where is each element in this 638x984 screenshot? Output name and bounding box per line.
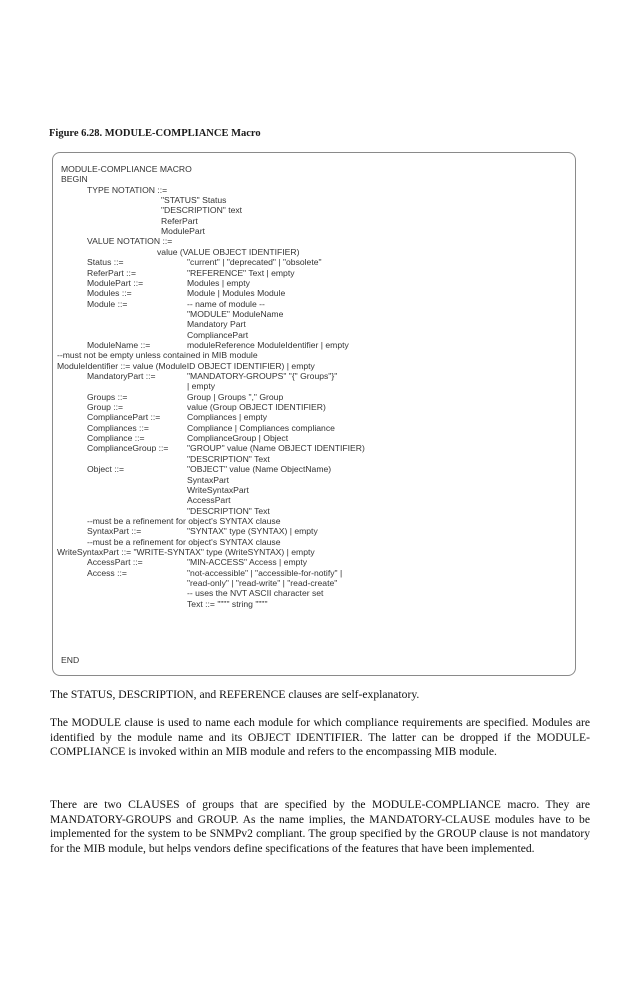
macro-line-label: MandatoryPart ::= xyxy=(87,371,156,381)
macro-line-definition: "SYNTAX" type (SYNTAX) | empty xyxy=(187,526,318,537)
macro-line-label: AccessPart ::= xyxy=(87,557,143,568)
macro-line-definition: "REFERENCE" Text | empty xyxy=(187,267,295,278)
macro-line-label: Modules ::= xyxy=(87,288,132,299)
macro-line-label: --must not be empty unless contained in MIB module xyxy=(57,350,258,361)
macro-line-definition: ReferPart xyxy=(161,215,198,226)
macro-line-label: --must be a refinement for object's SYNTAX clause xyxy=(87,536,281,547)
macro-line-label: END xyxy=(61,655,80,665)
macro-line-label: Compliance ::= xyxy=(87,433,145,444)
macro-line-definition: -- name of module -- xyxy=(187,298,265,309)
macro-line-definition: "MIN-ACCESS" Access | empty xyxy=(187,557,308,568)
paragraph-1: The STATUS, DESCRIPTION, and REFERENCE clauses are self-explanatory. xyxy=(50,688,420,701)
macro-line-definition: AccessPart xyxy=(187,495,231,506)
macro-line-definition: "OBJECT" value (Name ObjectName) xyxy=(187,464,332,475)
macro-line-definition: "MODULE" ModuleName xyxy=(187,308,284,319)
macro-line-definition: -- uses the NVT ASCII character set xyxy=(187,588,324,599)
macro-line-definition: "DESCRIPTION" Text xyxy=(187,505,270,516)
macro-line-definition: ModulePart xyxy=(161,226,205,237)
macro-line-label: MODULE-COMPLIANCE MACRO xyxy=(61,164,192,174)
macro-line-label: --must be a refinement for object's SYNTAX clause xyxy=(87,515,281,526)
macro-line-definition: Module | Modules Module xyxy=(187,288,286,299)
macro-line-definition: Compliance | Compliances compliance xyxy=(187,422,335,433)
macro-line-label: Access ::= xyxy=(87,567,127,578)
macro-line-label: TYPE NOTATION ::= xyxy=(87,184,168,195)
macro-line-label: Group ::= xyxy=(87,402,124,413)
macro-line-definition: ComplianceGroup | Object xyxy=(187,433,289,444)
macro-line-definition: SyntaxPart xyxy=(187,474,230,485)
macro-line-label: SyntaxPart ::= xyxy=(87,526,142,537)
macro-line-definition: "read-only" | "read-write" | "read-create" xyxy=(187,578,338,588)
figure-caption: Figure 6.28. MODULE-COMPLIANCE Macro xyxy=(49,128,261,139)
macro-line-label: ModuleIdentifier ::= value (ModuleID OBJECT IDENTIFIER) | empty xyxy=(57,360,315,371)
macro-line-definition: WriteSyntaxPart xyxy=(187,484,249,495)
macro-line-definition: Mandatory Part xyxy=(187,319,246,330)
macro-line-label: BEGIN xyxy=(61,174,88,185)
macro-line-definition: "DESCRIPTION" Text xyxy=(187,453,270,464)
macro-line-definition: "current" | "deprecated" | "obsolete" xyxy=(187,257,322,268)
macro-line-definition: Compliances | empty xyxy=(187,412,268,423)
macro-line-label: Module ::= xyxy=(87,298,128,309)
macro-line-definition: "MANDATORY-GROUPS" "{" Groups"}" xyxy=(187,371,338,381)
macro-line-definition: value (VALUE OBJECT IDENTIFIER) xyxy=(157,246,300,257)
macro-line-label: ModuleName ::= xyxy=(87,339,151,350)
macro-line-label: Compliances ::= xyxy=(87,422,149,433)
macro-line-definition: "not-accessible" | "accessible-for-notify" | xyxy=(187,567,343,578)
macro-line-label: ReferPart ::= xyxy=(87,267,136,278)
macro-line-label: VALUE NOTATION ::= xyxy=(87,236,173,247)
macro-line-label: ModulePart ::= xyxy=(87,277,144,288)
macro-line-definition: Group | Groups "," Group xyxy=(187,391,284,402)
macro-line-definition: "DESCRIPTION" text xyxy=(161,205,243,216)
macro-line-definition: moduleReference ModuleIdentifier | empty xyxy=(187,339,349,350)
macro-line-definition: | empty xyxy=(187,381,216,392)
macro-line-label: Groups ::= xyxy=(87,391,128,402)
macro-line-definition: "STATUS" Status xyxy=(161,195,227,206)
macro-line-label: Status ::= xyxy=(87,257,124,268)
macro-listing-box xyxy=(52,152,576,676)
macro-line-label: Object ::= xyxy=(87,464,125,475)
macro-line-definition: "GROUP" value (Name OBJECT IDENTIFIER) xyxy=(187,443,365,454)
macro-line-label: WriteSyntaxPart ::= "WRITE-SYNTAX" type (WriteSYNTAX) | empty xyxy=(57,546,315,557)
macro-line-definition: value (Group OBJECT IDENTIFIER) xyxy=(187,402,326,413)
paragraph-2: The MODULE clause is used to name each module for which compliance requirements are specified. Modules are identified by the module name and its OBJECT IDENTIFIER. The latter can be dropped if the MODULE-COMPLIANCE is invoked within an MIB module and refers to the encompassing MIB module. xyxy=(50,716,590,759)
paragraph-3: There are two CLAUSES of groups that are specified by the MODULE-COMPLIANCE macro. They are MANDATORY-GROUPS and GROUP. As the name implies, the MANDATORY-CLAUSE modules have to be implemented for the system to be SNMPv2 compliant. The group specified by the GROUP clause is not mandatory for the MIB module, but helps vendors define specifications of the features that have been implemented. xyxy=(50,798,590,855)
macro-line-definition: CompliancePart xyxy=(187,329,249,340)
macro-line-label: CompliancePart ::= xyxy=(87,412,161,423)
macro-line-label: ComplianceGroup ::= xyxy=(87,443,169,454)
macro-line-definition: Modules | empty xyxy=(187,277,250,288)
macro-line-definition: Text ::= """" string """" xyxy=(187,598,268,609)
